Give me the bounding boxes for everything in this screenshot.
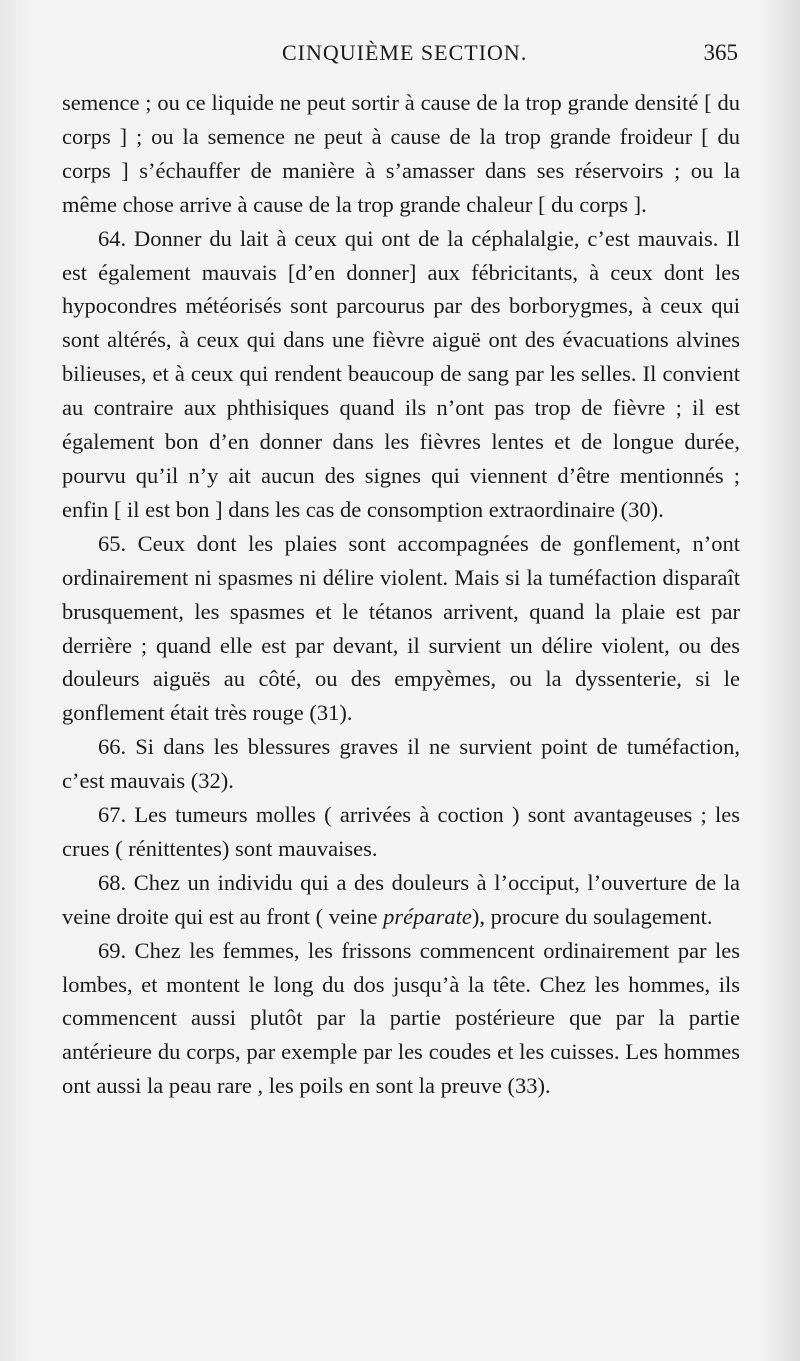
aphorism-64: 64. Donner du lait à ceux qui ont de la céphalalgie, c’est mauvais. Il est également mauvais [d’en donner] aux fébricitants, à ceux dont les hypocondres météorisés sont parcourus par des borborygmes, à ceux qui sont altérés, à ceux qui dans une fièvre aiguë ont des évacuations alvines bilieuses, et à ceux qui rendent beaucoup de sang par les selles. Il convient au contraire aux phthisiques quand ils n’ont pas trop de fièvre ; il est également bon d’en donner dans les fièvres lentes et de longue durée, pourvu qu’il n’y ait aucun des signes qui viennent d’être mentionnés ; enfin [ il est bon ] dans les cas de consomption extraordinaire (30). bbox=[62, 225, 740, 522]
aphorism-67: 67. Les tumeurs molles ( arrivées à coction ) sont avantageuses ; les crues ( rénittentes) sont mauvaises. bbox=[62, 802, 740, 861]
aphorism-68-italic: préparate bbox=[383, 903, 472, 929]
page-header bbox=[62, 40, 738, 80]
paragraph-continuation: semence ; ou ce liquide ne peut sortir à cause de la trop grande densité [ du corps ] ; ou la semence ne peut à cause de la trop grande froideur [ du corps ] s’échauffer de manière à s’amasser dans ses réservoirs ; ou la même chose arrive à cause de la trop grande chaleur [ du corps ]. bbox=[62, 90, 740, 217]
aphorism-68-text-a: 68. Chez un individu qui a des douleurs à l’occiput, l’ouverture de la veine droite qui est au front ( veine bbox=[62, 869, 740, 929]
page-number: 365 bbox=[703, 40, 738, 65]
body-text bbox=[62, 86, 740, 1103]
aphorism-68 bbox=[62, 866, 740, 934]
aphorism-65: 65. Ceux dont les plaies sont accompagnées de gonflement, n’ont ordinairement ni spasmes ni délire violent. Mais si la tuméfaction disparaît brusquement, les spasmes et le tétanos arrivent, quand la plaie est par derrière ; quand elle est par devant, il survient un délire violent, ou des douleurs aiguës au côté, ou des empyèmes, ou la dyssenterie, si le gonflement était très rouge (31). bbox=[62, 530, 740, 726]
aphorism-68-text-b: ), procure du soulagement. bbox=[471, 903, 713, 929]
aphorism-66: 66. Si dans les blessures graves il ne survient point de tuméfaction, c’est mauvais (32). bbox=[62, 734, 740, 794]
running-head: CINQUIÈME SECTION. bbox=[282, 40, 528, 65]
aphorism-69: 69. Chez les femmes, les frissons commencent ordinairement par les lombes, et montent le long du dos jusqu’à la tête. Chez les hommes, ils commencent aussi plutôt par la partie postérieure que par la partie antérieure du corps, par exemple par les coudes et les cuisses. Les hommes ont aussi la peau rare , les poils en sont la preuve (33). bbox=[62, 937, 740, 1099]
